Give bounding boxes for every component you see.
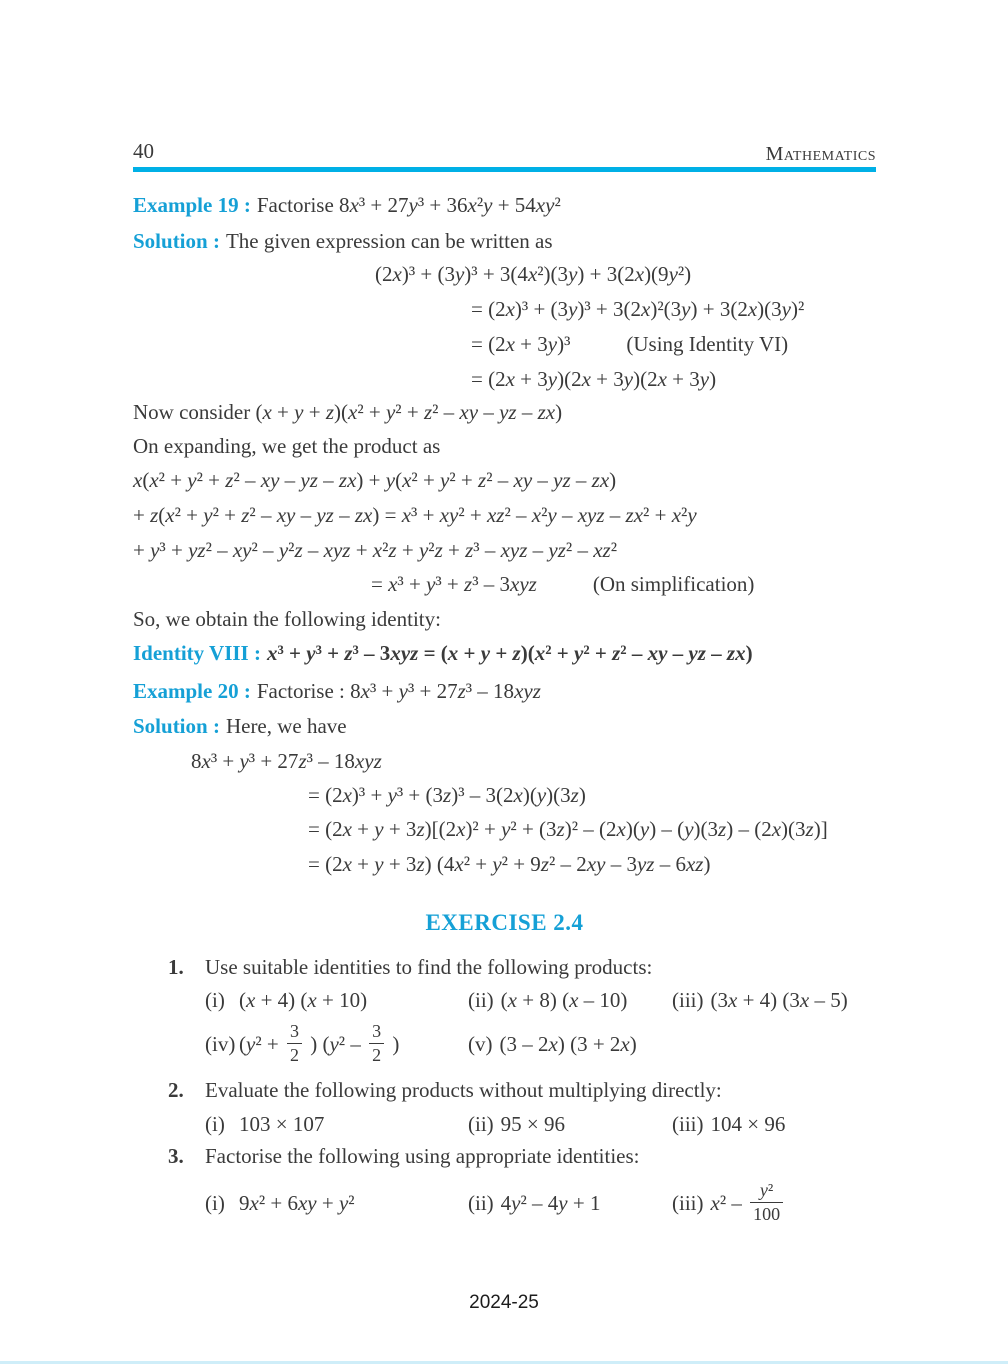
- item-expression: (x + 4) (x + 10): [239, 988, 368, 1012]
- item-label: (i): [205, 1191, 225, 1215]
- equation: = (2x + y + 3z)[(2x)² + y² + (3z)² – (2x)(y) – (y)(3z) – (2x)(3z)]: [308, 817, 828, 841]
- question-1: [133, 950, 876, 984]
- example-20-heading: [133, 674, 876, 708]
- equation: x(x² + y² + z² – xy – yz – zx) + y(x² + y² + z² – xy – yz – zx): [133, 468, 617, 492]
- expansion-line: [133, 533, 876, 567]
- equation-line: [133, 327, 1008, 361]
- q1-item-ii: [468, 983, 627, 1017]
- item-expression: 9x² + 6xy + y²: [239, 1191, 355, 1215]
- item-expression: (x + 8) (x – 10): [500, 988, 628, 1012]
- equation-note: (On simplification): [592, 572, 755, 596]
- question-2: [133, 1073, 876, 1107]
- item-label: (iii): [672, 988, 704, 1012]
- equation: = (2x + 3y)³: [471, 332, 571, 356]
- solution-text: The given expression can be written as: [225, 229, 553, 253]
- equation-line: [133, 847, 1008, 881]
- item-expression: ): [387, 1032, 400, 1056]
- equation: = (2x + 3y)(2x + 3y)(2x + 3y): [471, 367, 717, 391]
- item-expression: ) (y² –: [304, 1032, 367, 1056]
- question-text: Evaluate the following products without multiplying directly:: [205, 1078, 722, 1102]
- running-title: Mathematics: [765, 143, 876, 165]
- equation: = (2x)³ + (3y)³ + 3(2x)²(3y) + 3(2x)(3y)²: [471, 297, 805, 321]
- fraction-numerator: 3: [289, 1021, 299, 1042]
- item-expression: (3 – 2x) (3 + 2x): [499, 1032, 637, 1056]
- equation-line: [133, 812, 1008, 846]
- fraction: [750, 1181, 783, 1225]
- identity-viii-line: [133, 636, 876, 670]
- page-number: 40: [133, 139, 154, 163]
- equation: + z(x² + y² + z² – xy – yz – zx) = x³ + xy² + xz² – x²y – xyz – zx² + x²y: [133, 503, 697, 527]
- paragraph-on-expanding: [133, 429, 876, 463]
- paragraph-obtain-identity: [133, 602, 876, 636]
- item-label: (v): [468, 1032, 493, 1056]
- q1-item-v: [468, 1016, 637, 1072]
- q1-item-i: [205, 983, 367, 1017]
- example-19-heading: [133, 188, 876, 222]
- item-label: (iii): [672, 1191, 704, 1215]
- q3-item-iii: [672, 1174, 786, 1232]
- item-expression: 104 × 96: [710, 1112, 786, 1136]
- example-20-label: Example 20 :: [133, 679, 251, 703]
- q2-item-ii: [468, 1107, 565, 1141]
- equation-line: [133, 744, 934, 778]
- equation-line: [133, 292, 1008, 326]
- item-expression: 95 × 96: [500, 1112, 565, 1136]
- question-text: Use suitable identities to find the following products:: [205, 955, 653, 979]
- fraction-numerator: 3: [372, 1021, 382, 1042]
- footer-edition: 2024-25: [469, 1292, 539, 1313]
- fraction-denominator: 100: [750, 1202, 783, 1225]
- q3-item-i: [205, 1174, 355, 1232]
- question-number: 1.: [168, 955, 184, 979]
- equation-note: (Using Identity VI): [626, 332, 789, 356]
- paragraph-now-consider: [133, 395, 876, 429]
- item-expression: 103 × 107: [239, 1112, 325, 1136]
- equation-line: [133, 778, 1008, 812]
- item-label: (i): [205, 1112, 225, 1136]
- paragraph-text: Now consider (x + y + z)(x² + y² + z² – xy – yz – zx): [133, 400, 563, 424]
- q1-items-row-1: [133, 983, 876, 1017]
- q2-item-iii: [672, 1107, 785, 1141]
- paragraph-text: So, we obtain the following identity:: [133, 607, 441, 631]
- solution-text: Here, we have: [225, 714, 347, 738]
- item-label: (i): [205, 988, 225, 1012]
- equation: = (2x + y + 3z) (4x² + y² + 9z² – 2xy – 3yz – 6xz): [308, 852, 711, 876]
- question-number: 2.: [168, 1078, 184, 1102]
- question-3: [133, 1139, 876, 1173]
- item-expression: 4y² – 4y + 1: [500, 1191, 601, 1215]
- identity-viii-label: Identity VIII :: [133, 641, 261, 665]
- fraction: [287, 1022, 302, 1066]
- exercise-title: EXERCISE 2.4: [425, 910, 584, 935]
- equation: (2x)³ + (3y)³ + 3(4x²)(3y) + 3(2x)(9y²): [375, 262, 692, 286]
- question-text: Factorise the following using appropriate identities:: [205, 1144, 640, 1168]
- example-19-label: Example 19 :: [133, 193, 251, 217]
- expansion-line: [133, 463, 876, 497]
- item-label: (ii): [468, 1112, 494, 1136]
- equation: + y³ + yz² – xy² – y²z – xyz + x²z + y²z + z³ – xyz – yz² – xz²: [133, 538, 618, 562]
- equation-line: [133, 362, 1008, 396]
- equation: = (2x)³ + y³ + (3z)³ – 3(2x)(y)(3z): [308, 783, 586, 807]
- bottom-rule: [0, 1361, 1008, 1364]
- q2-item-i: [205, 1107, 324, 1141]
- example-20-solution-heading: [133, 709, 876, 743]
- example-20-text: Factorise : 8x³ + y³ + 27z³ – 18xyz: [256, 679, 541, 703]
- identity-viii-formula: x³ + y³ + z³ – 3xyz = (x + y + z)(x² + y² + z² – xy – yz – zx): [266, 641, 753, 665]
- expansion-line: [133, 498, 876, 532]
- example-19-solution-heading: [133, 224, 876, 258]
- solution-label: Solution :: [133, 229, 220, 253]
- item-label: (ii): [468, 988, 494, 1012]
- equation: = x³ + y³ + z³ – 3xyz: [371, 572, 537, 596]
- fraction-denominator: 2: [287, 1043, 302, 1066]
- item-label: (iv): [205, 1032, 236, 1056]
- fraction: [369, 1022, 384, 1066]
- fraction-denominator: 2: [369, 1043, 384, 1066]
- equation-line: [133, 257, 1008, 291]
- example-19-text: Factorise 8x³ + 27y³ + 36x²y + 54xy²: [256, 193, 561, 217]
- item-label: (ii): [468, 1191, 494, 1215]
- q1-item-iii: [672, 983, 848, 1017]
- solution-label: Solution :: [133, 714, 220, 738]
- item-label: (iii): [672, 1112, 704, 1136]
- item-expression: (3x + 4) (3x – 5): [710, 988, 848, 1012]
- question-number: 3.: [168, 1144, 184, 1168]
- q3-items-row: [133, 1174, 876, 1232]
- equation: 8x³ + y³ + 27z³ – 18xyz: [191, 749, 382, 773]
- header-rule: [133, 167, 876, 172]
- simplified-line: [133, 567, 1008, 601]
- q3-item-ii: [468, 1174, 600, 1232]
- fraction-numerator: y²: [759, 1180, 774, 1201]
- item-expression: (y² +: [239, 1032, 284, 1056]
- q1-items-row-2: [133, 1016, 876, 1072]
- q1-item-iv: [205, 1016, 399, 1072]
- q2-items-row: [133, 1107, 876, 1141]
- paragraph-text: On expanding, we get the product as: [133, 434, 441, 458]
- item-expression: x² –: [710, 1191, 748, 1215]
